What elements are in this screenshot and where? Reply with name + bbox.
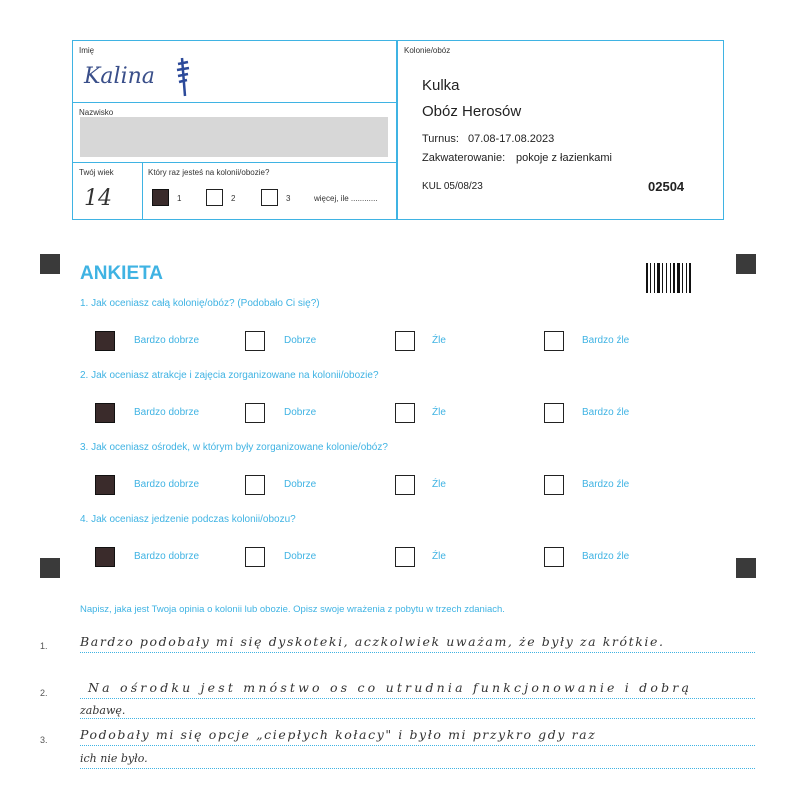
times-more: więcej, ile ............ bbox=[314, 194, 378, 203]
camp-subname: Obóz Herosów bbox=[422, 103, 522, 120]
rating-option-label: Bardzo źle bbox=[582, 407, 630, 418]
question-text: 3. Jak oceniasz ośrodek, w którym były zorganizowane kolonie/obóz? bbox=[80, 442, 388, 453]
rating-checkbox[interactable] bbox=[95, 475, 115, 495]
rating-option-label: Bardzo dobrze bbox=[134, 335, 200, 346]
rating-option-label: Źle bbox=[432, 407, 446, 418]
rating-option-label: Dobrze bbox=[284, 407, 317, 418]
rating-checkbox[interactable] bbox=[395, 331, 415, 351]
camp-label: Kolonie/obóz bbox=[404, 46, 451, 55]
form-number: 02504 bbox=[648, 179, 685, 194]
question-text: 2. Jak oceniasz atrakcje i zajęcia zorganizowane na kolonii/obozie? bbox=[80, 370, 379, 381]
age-label: Twój wiek bbox=[79, 168, 114, 177]
barcode-bar bbox=[689, 263, 691, 293]
answer-handwritten-text: Podobały mi się opcje „ciepłych kołacy" i było mi przykro gdy raz bbox=[80, 727, 597, 742]
barcode-bar bbox=[686, 263, 687, 293]
rating-checkbox[interactable] bbox=[395, 475, 415, 495]
registration-marker bbox=[40, 254, 60, 274]
answer-number: 3. bbox=[40, 735, 48, 745]
barcode-bar bbox=[662, 263, 663, 293]
answer-dotted-line bbox=[80, 768, 755, 769]
name-value: Kalina bbox=[84, 64, 155, 89]
rating-checkbox[interactable] bbox=[245, 547, 265, 567]
times-checkbox-3[interactable] bbox=[261, 189, 278, 206]
barcode-bar bbox=[682, 263, 683, 293]
rating-checkbox[interactable] bbox=[95, 403, 115, 423]
times-option-2: 2 bbox=[231, 194, 236, 203]
rating-checkbox[interactable] bbox=[544, 475, 564, 495]
survey-title: ANKIETA bbox=[80, 263, 164, 284]
registration-marker bbox=[40, 558, 60, 578]
registration-marker bbox=[736, 254, 756, 274]
rating-option-label: Bardzo źle bbox=[582, 479, 630, 490]
surname-redacted bbox=[80, 117, 388, 157]
rating-checkbox[interactable] bbox=[544, 403, 564, 423]
rating-checkbox[interactable] bbox=[95, 547, 115, 567]
answer-handwritten-text: Na ośrodku jest mnóstwo os co utrudnia funkcjonowanie i dobrą bbox=[88, 680, 693, 695]
barcode-bar bbox=[657, 263, 660, 293]
rating-checkbox[interactable] bbox=[245, 475, 265, 495]
barcode-bar bbox=[650, 263, 651, 293]
divider bbox=[142, 162, 143, 220]
answer-handwritten-text: Bardzo podobały mi się dyskoteki, aczkolwiek uważam, że były za krótkie. bbox=[80, 634, 665, 649]
scribble-mark bbox=[172, 56, 194, 98]
rating-checkbox[interactable] bbox=[95, 331, 115, 351]
divider bbox=[73, 102, 398, 103]
turnus-label: Turnus: bbox=[422, 133, 459, 145]
rating-option-label: Źle bbox=[432, 335, 446, 346]
times-option-3: 3 bbox=[286, 194, 291, 203]
barcode bbox=[646, 263, 698, 293]
answer-dotted-line bbox=[80, 652, 755, 653]
rating-checkbox[interactable] bbox=[245, 331, 265, 351]
rating-checkbox[interactable] bbox=[395, 403, 415, 423]
rating-option-label: Bardzo dobrze bbox=[134, 407, 200, 418]
answer-handwritten-text: zabawę. bbox=[80, 704, 126, 717]
times-option-1: 1 bbox=[177, 194, 182, 203]
divider bbox=[73, 162, 398, 163]
rating-checkbox[interactable] bbox=[544, 547, 564, 567]
surname-label: Nazwisko bbox=[79, 108, 114, 117]
accommodation-value: pokoje z łazienkami bbox=[516, 152, 612, 164]
accommodation-label: Zakwaterowanie: bbox=[422, 152, 506, 164]
rating-checkbox[interactable] bbox=[544, 331, 564, 351]
barcode-bar bbox=[677, 263, 680, 293]
barcode-bar bbox=[670, 263, 671, 293]
camp-code: KUL 05/08/23 bbox=[422, 181, 483, 192]
rating-option-label: Dobrze bbox=[284, 335, 317, 346]
question-text: 1. Jak oceniasz całą kolonię/obóz? (Podobało Ci się?) bbox=[80, 298, 320, 309]
answer-dotted-line bbox=[80, 745, 755, 746]
answer-dotted-line bbox=[80, 698, 755, 699]
answer-dotted-line bbox=[80, 718, 755, 719]
rating-option-label: Dobrze bbox=[284, 551, 317, 562]
answer-number: 2. bbox=[40, 688, 48, 698]
rating-checkbox[interactable] bbox=[395, 547, 415, 567]
rating-checkbox[interactable] bbox=[245, 403, 265, 423]
answer-handwritten-text: ich nie było. bbox=[80, 752, 148, 765]
answer-number: 1. bbox=[40, 641, 48, 651]
name-label: Imię bbox=[79, 46, 95, 55]
rating-option-label: Bardzo źle bbox=[582, 551, 630, 562]
barcode-bar bbox=[654, 263, 655, 293]
opinion-prompt: Napisz, jaka jest Twoja opinia o kolonii lub obozie. Opisz swoje wrażenia z pobytu w trzech zdaniach. bbox=[80, 604, 505, 615]
rating-option-label: Bardzo dobrze bbox=[134, 479, 200, 490]
turnus-value: 07.08-17.08.2023 bbox=[468, 133, 555, 145]
age-value: 14 bbox=[84, 186, 112, 211]
times-checkbox-1[interactable] bbox=[152, 189, 169, 206]
rating-option-label: Źle bbox=[432, 479, 446, 490]
barcode-bar bbox=[666, 263, 667, 293]
question-text: 4. Jak oceniasz jedzenie podczas kolonii/obozu? bbox=[80, 514, 296, 525]
camp-name: Kulka bbox=[422, 77, 460, 94]
times-checkbox-2[interactable] bbox=[206, 189, 223, 206]
rating-option-label: Dobrze bbox=[284, 479, 317, 490]
registration-marker bbox=[736, 558, 756, 578]
rating-option-label: Bardzo dobrze bbox=[134, 551, 200, 562]
rating-option-label: Bardzo źle bbox=[582, 335, 630, 346]
rating-option-label: Źle bbox=[432, 551, 446, 562]
barcode-bar bbox=[673, 263, 675, 293]
times-label: Który raz jesteś na kolonii/obozie? bbox=[148, 168, 270, 177]
barcode-bar bbox=[646, 263, 648, 293]
